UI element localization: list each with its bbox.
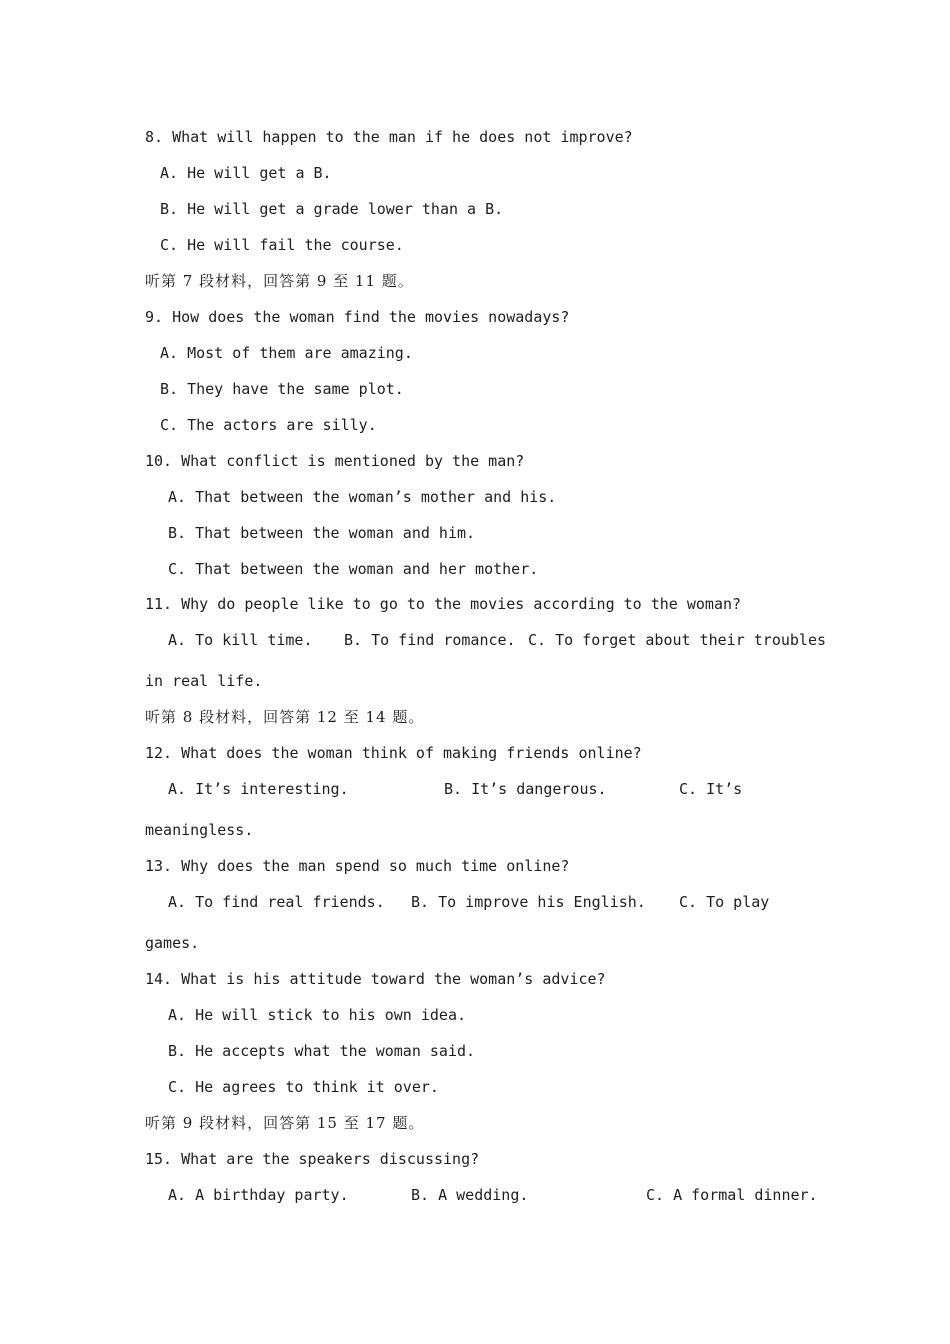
question-8: 8. What will happen to the man if he does not improve? [145, 128, 633, 146]
option-11b: B. To find romance. [344, 631, 516, 649]
question-14: 14. What is his attitude toward the woman’s advice? [145, 970, 606, 988]
question-11: 11. Why do people like to go to the movies according to the woman? [145, 595, 742, 613]
option-9c: C. The actors are silly. [160, 416, 377, 434]
option-8b: B. He will get a grade lower than a B. [160, 200, 504, 218]
option-11a: A. To kill time. [168, 631, 313, 649]
option-8c: C. He will fail the course. [160, 236, 404, 254]
question-9: 9. How does the woman find the movies nowadays? [145, 308, 570, 326]
option-14b: B. He accepts what the woman said. [168, 1042, 476, 1060]
option-12c: C. It’s [679, 780, 743, 798]
option-8a: A. He will get a B. [160, 164, 332, 182]
question-10: 10. What conflict is mentioned by the man? [145, 452, 525, 470]
option-10a: A. That between the woman’s mother and his. [168, 488, 557, 506]
option-14c: C. He agrees to think it over. [168, 1078, 439, 1096]
option-13c-continued: games. [145, 934, 200, 952]
option-12c-continued: meaningless. [145, 821, 254, 839]
option-12a: A. It’s interesting. [168, 780, 349, 798]
question-15: 15. What are the speakers discussing? [145, 1150, 480, 1168]
option-14a: A. He will stick to his own idea. [168, 1006, 467, 1024]
option-9b: B. They have the same plot. [160, 380, 404, 398]
option-15a: A. A birthday party. [168, 1186, 349, 1204]
section-heading-9: 听第 9 段材料，回答第 15 至 17 题。 [145, 1114, 425, 1132]
option-13b: B. To improve his English. [411, 893, 646, 911]
option-13a: A. To find real friends. [168, 893, 385, 911]
option-15b: B. A wedding. [411, 1186, 529, 1204]
question-12: 12. What does the woman think of making friends online? [145, 744, 642, 762]
option-10c: C. That between the woman and her mother. [168, 560, 539, 578]
option-11c: C. To forget about their troubles [528, 631, 827, 649]
question-13: 13. Why does the man spend so much time online? [145, 857, 570, 875]
option-10b: B. That between the woman and him. [168, 524, 476, 542]
option-9a: A. Most of them are amazing. [160, 344, 413, 362]
section-heading-7: 听第 7 段材料，回答第 9 至 11 题。 [145, 272, 414, 290]
section-heading-8: 听第 8 段材料，回答第 12 至 14 题。 [145, 708, 425, 726]
option-13c: C. To play [679, 893, 770, 911]
option-11c-continued: in real life. [145, 672, 263, 690]
option-12b: B. It’s dangerous. [444, 780, 607, 798]
option-15c: C. A formal dinner. [646, 1186, 818, 1204]
